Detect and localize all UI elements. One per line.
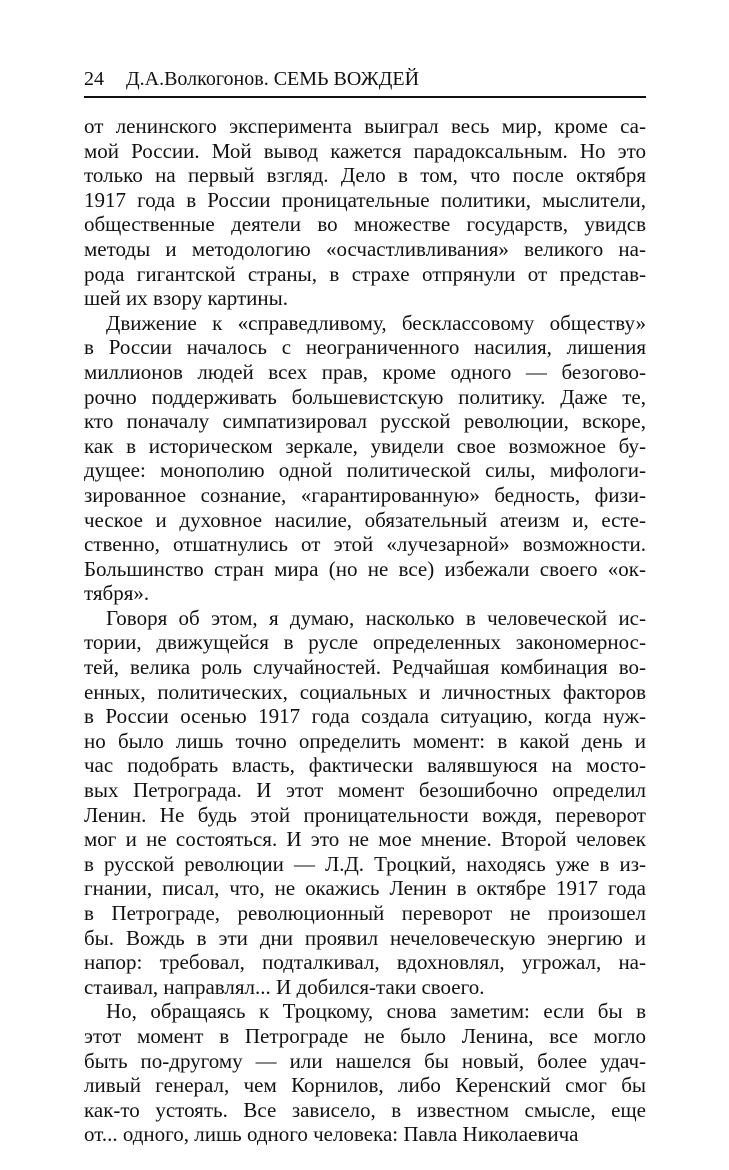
text-line: ческое и духовное насилие, обязательный атеизм и, есте- [84,507,646,532]
text-line: ливый генерал, чем Корнилов, либо Керенский смог бы [84,1073,646,1098]
text-line: тории, движущейся в русле определенных закономернос- [84,630,646,655]
text-line: Движение к «справедливому, бесклассовому обществу» [106,310,646,335]
text-line: как в историческом зеркале, увидели свое возможное бу- [84,433,646,458]
text-line: методы и методологию «осчастливливания» великого на- [84,236,646,261]
text-line: дущее: монополию одной политической силы, мифологи- [84,458,646,483]
text-line: ственно, отшатнулись от этой «лучезарной» возможности. [84,532,646,557]
text-line: стаивал, направлял... И добился-таки своего. [84,974,485,999]
text-line: час подобрать власть, фактически валявшуюся на мосто- [84,753,646,778]
text-line: миллионов людей всех прав, кроме одного — безогово- [84,359,646,384]
text-line: общественные деятели во множестве государств, увидсв [84,212,646,237]
text-line: напор: требовал, подталкивал, вдохновлял, угрожал, на- [84,950,646,975]
text-line: Но, обращаясь к Троцкому, снова заметим: если бы в [106,999,646,1024]
text-line: мог и не состояться. И это не мое мнение. Второй человек [84,827,646,852]
text-line: быть по-другому — или нашелся бы новый, более удач- [84,1048,646,1073]
text-line: как-то устоять. Все зависело, в известном смысле, еще [84,1097,646,1122]
text-line: рочно поддерживать большевистскую политику. Даже те, [84,384,646,409]
text-line: Большинство стран мира (но не все) избежали своего «ок- [84,556,646,581]
text-line: Ленин. Не будь этой проницательности вождя, переворот [84,802,646,827]
text-line: енных, политических, социальных и личностных факторов [84,679,646,704]
text-line: бы. Вождь в эти дни проявил нечеловеческую энергию и [84,925,646,950]
text-line: от... одного, лишь одного человека: Павла Николаевича [84,1122,579,1147]
text-line: кто поначалу симпатизировал русской революции, вскоре, [84,409,646,434]
text-line: от ленинского эксперимента выиграл весь мир, кроме са- [84,114,646,138]
text-line: но было лишь точно определить момент: в какой день и [84,728,646,753]
text-line: гнании, писал, что, не окажись Ленин в октябре 1917 года [84,876,646,901]
text-line: рода гигантской страны, в страхе отпрянули от представ- [84,261,646,286]
text-line: в России осенью 1917 года создала ситуацию, когда нуж- [84,704,646,729]
body-text [84,114,646,1147]
text-line: 1917 года в России проницательные политики, мыслители, [84,187,646,212]
running-title: Д.А.Волкогонов. СЕМЬ ВОЖДЕЙ [126,68,420,90]
text-line: вых Петрограда. И этот момент безошибочно определил [84,778,646,803]
text-line: Говоря об этом, я думаю, насколько в человеческой ис- [106,605,646,630]
running-header [84,62,646,98]
page-number: 24 [84,68,104,90]
text-line: этот момент в Петрограде не было Ленина, все могло [84,1023,646,1048]
text-line: в русской революции — Л.Д. Троцкий, находясь уже в из- [84,851,646,876]
text-line: зированное сознание, «гарантированную» бедность, физи- [84,482,646,507]
text-line: шей их взору картины. [84,286,288,311]
text-line: в Петрограде, революционный переворот не произошел [84,901,646,925]
text-line: тей, велика роль случайностей. Редчайшая комбинация во- [84,655,646,680]
text-line: тября». [84,581,150,606]
text-line: в России началось с неограниченного насилия, лишения [84,335,646,360]
text-line: только на первый взгляд. Дело в том, что после октября [84,163,646,188]
text-line: мой России. Мой вывод кажется парадоксальным. Но это [84,138,646,163]
